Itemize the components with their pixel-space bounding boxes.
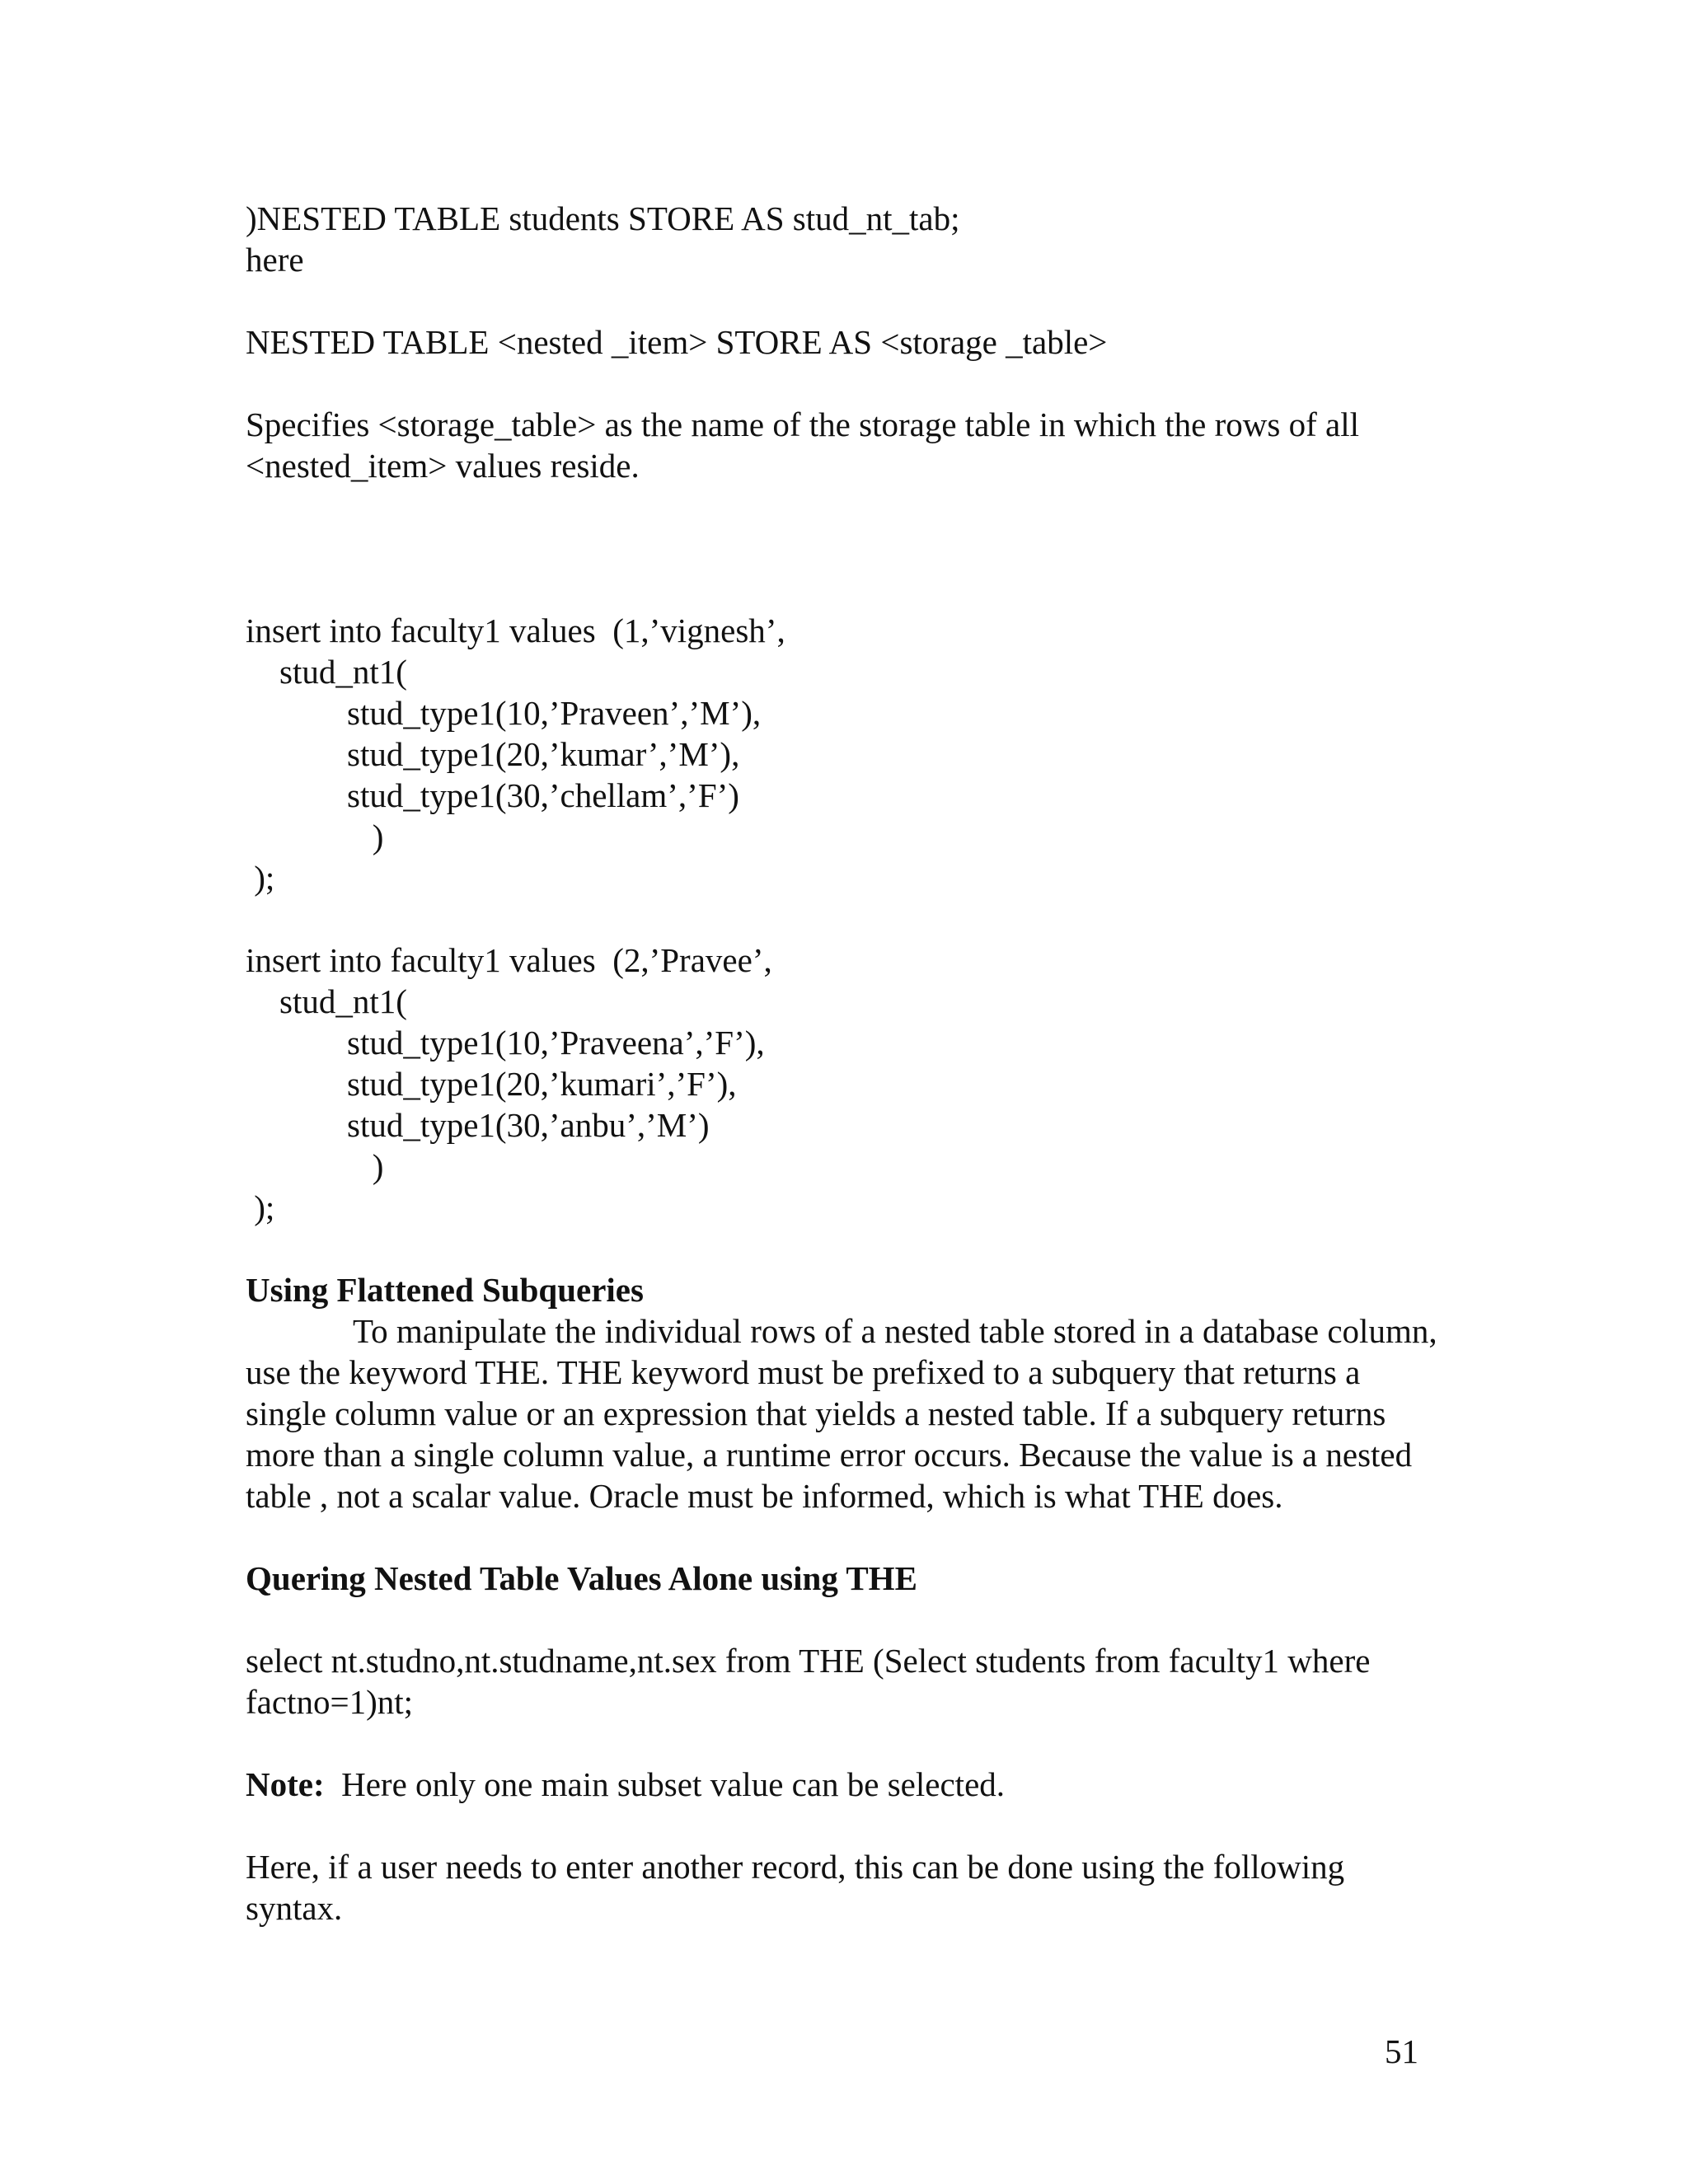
closing-paragraph: Here, if a user needs to enter another record, this can be done using the following syntax. bbox=[246, 1848, 1345, 1927]
code-line: ); bbox=[246, 1188, 275, 1226]
blank-line bbox=[246, 1722, 1449, 1764]
page-number: 51 bbox=[1385, 2032, 1418, 2070]
code-line: ) bbox=[246, 1147, 384, 1185]
section-body: To manipulate the individual rows of a nested table stored in a database column, use the keyword THE. THE keyword must be prefixed to a subquery that returns a single column value or an expression that yields a nested table. If a subquery returns more than a single column value, a runtime error occurs. Because the value is a nested table , not a scalar value. Oracle must be informed, which is what THE does. bbox=[246, 1312, 1437, 1515]
blank-line bbox=[246, 898, 1449, 940]
syntax-line: NESTED TABLE <nested _item> STORE AS <storage _table> bbox=[246, 323, 1108, 361]
code-line: stud_nt1( bbox=[246, 653, 407, 691]
note-paragraph bbox=[246, 1764, 1449, 1805]
blank-line bbox=[246, 1599, 1449, 1640]
page-content bbox=[246, 198, 1449, 1929]
note-label: Note: bbox=[246, 1765, 325, 1803]
text-line: here bbox=[246, 241, 304, 279]
code-line: stud_type1(30,’anbu’,’M’) bbox=[246, 1106, 710, 1144]
code-line: stud_type1(10,’Praveena’,’F’), bbox=[246, 1024, 765, 1062]
code-line: ) bbox=[246, 818, 384, 855]
blank-line bbox=[246, 527, 1449, 569]
code-line: ); bbox=[246, 859, 275, 897]
code-line: insert into faculty1 values (1,’vignesh’, bbox=[246, 612, 785, 649]
blank-line bbox=[246, 569, 1449, 610]
note-text: Here only one main subset value can be selected. bbox=[324, 1765, 1006, 1803]
blank-line bbox=[246, 280, 1449, 321]
blank-line bbox=[246, 1516, 1449, 1558]
text-line: )NESTED TABLE students STORE AS stud_nt_tab; bbox=[246, 199, 960, 237]
insert-statement-2 bbox=[246, 940, 1449, 1228]
code-line: stud_type1(20,’kumar’,’M’), bbox=[246, 735, 740, 773]
blank-line bbox=[246, 363, 1449, 404]
section-heading: Using Flattened Subqueries bbox=[246, 1271, 644, 1309]
blank-line bbox=[246, 1228, 1449, 1269]
code-line: stud_type1(20,’kumari’,’F’), bbox=[246, 1065, 737, 1103]
code-line: stud_nt1( bbox=[246, 982, 407, 1020]
section-heading: Quering Nested Table Values Alone using THE bbox=[246, 1559, 917, 1597]
specifies-paragraph: Specifies <storage_table> as the name of the storage table in which the rows of all <nested_item> values reside. bbox=[246, 405, 1359, 485]
query-text: select nt.studno,nt.studname,nt.sex from THE (Select students from faculty1 where factno=1)nt; bbox=[246, 1642, 1371, 1721]
code-line: stud_type1(30,’chellam’,’F’) bbox=[246, 776, 739, 814]
code-line: insert into faculty1 values (2,’Pravee’, bbox=[246, 941, 772, 979]
code-line: stud_type1(10,’Praveen’,’M’), bbox=[246, 694, 762, 732]
insert-statement-1 bbox=[246, 610, 1449, 898]
blank-line bbox=[246, 1805, 1449, 1846]
blank-line bbox=[246, 486, 1449, 527]
